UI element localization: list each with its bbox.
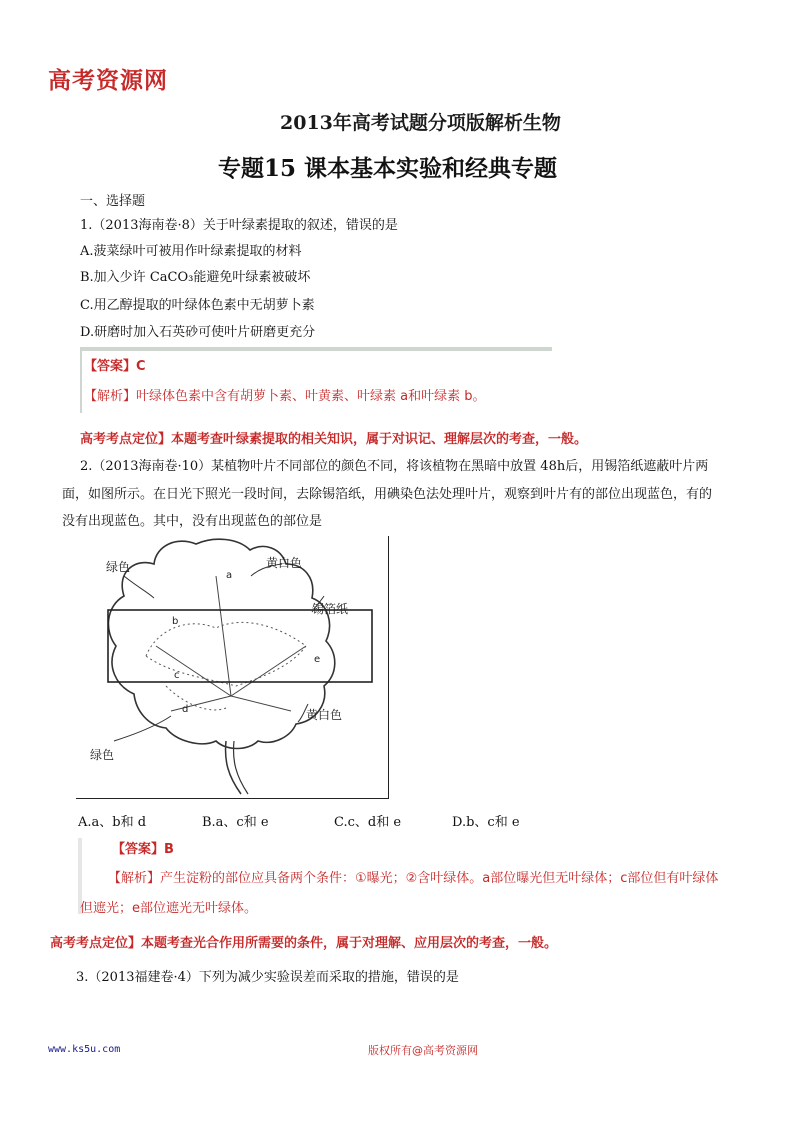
q1-stem: 1.（2013海南卷·8）关于叶绿素提取的叙述，错误的是 [80, 218, 398, 233]
section-heading: 一、选择题 [80, 194, 146, 209]
label-e: e [314, 654, 321, 665]
q2-stem-line-2: 面，如图所示。在日光下照光一段时间，去除锡箔纸，用碘染色法处理叶片，观察到叶片有的部位出现蓝色，有的 [62, 487, 713, 502]
footer-copyright: 版权所有@高考资源网 [368, 1044, 478, 1057]
label-green-bottom: 绿色 [90, 748, 115, 762]
q2-option-d: D.b、c和 e [452, 815, 520, 830]
document-title: 2013年高考试题分项版解析生物 [280, 112, 561, 134]
q2-answer: 【答案】B [112, 842, 174, 857]
q1-option-c: C.用乙醇提取的叶绿体色素中无胡萝卜素 [80, 298, 315, 313]
q1-option-a: A.菠菜绿叶可被用作叶绿素提取的材料 [80, 244, 302, 259]
q2-stem-line-1: 2.（2013海南卷·10）某植物叶片不同部位的颜色不同，将该植物在黑暗中放置 48h后，用锡箔纸遮蔽叶片两 [80, 459, 709, 474]
label-green-top: 绿色 [106, 560, 131, 574]
q1-option-b: B.加入少许 CaCO₃能避免叶绿素被破坏 [80, 270, 311, 285]
document-subtitle: 专题15 课本基本实验和经典专题 [218, 155, 558, 182]
label-foil: 锡箔纸 [312, 602, 349, 616]
q2-option-a: A.a、b和 d [78, 815, 147, 830]
q2-analysis-line-2: 但遮光；e部位遮光无叶绿体。 [80, 901, 257, 916]
label-b: b [172, 616, 179, 627]
label-c: c [174, 670, 180, 681]
q2-position: 高考考点定位】本题考查光合作用所需要的条件，属于对理解、应用层次的考查，一般。 [50, 936, 558, 951]
q2-analysis-line-1: 【解析】产生淀粉的部位应具备两个条件：①曝光；②含叶绿体。a部位曝光但无叶绿体；c部位但有叶绿体 [108, 871, 719, 886]
label-yellow-top: 黄白色 [266, 556, 303, 570]
q1-answer: 【答案】C [84, 359, 146, 374]
q1-option-d: D.研磨时加入石英砂可使叶片研磨更充分 [80, 325, 316, 340]
q3-stem: 3.（2013福建卷·4）下列为减少实验误差而采取的措施，错误的是 [76, 970, 459, 985]
label-yellow-bottom: 黄白色 [306, 708, 343, 722]
q2-option-c: C.c、d和 e [334, 815, 402, 830]
label-d: d [182, 704, 189, 715]
footer-website-link[interactable]: www.ks5u.com [48, 1044, 121, 1055]
q1-analysis: 【解析】叶绿体色素中含有胡萝卜素、叶黄素、叶绿素 a和叶绿素 b。 [84, 389, 486, 404]
q1-position: 高考考点定位】本题考查叶绿素提取的相关知识，属于对识记、理解层次的考查，一般。 [80, 432, 588, 447]
q2-option-b: B.a、c和 e [202, 815, 269, 830]
q2-stem-line-3: 没有出现蓝色。其中，没有出现蓝色的部位是 [62, 514, 323, 529]
leaf-figure [76, 536, 389, 799]
label-a: a [226, 570, 233, 581]
site-logo: 高考资源网 [48, 68, 168, 94]
